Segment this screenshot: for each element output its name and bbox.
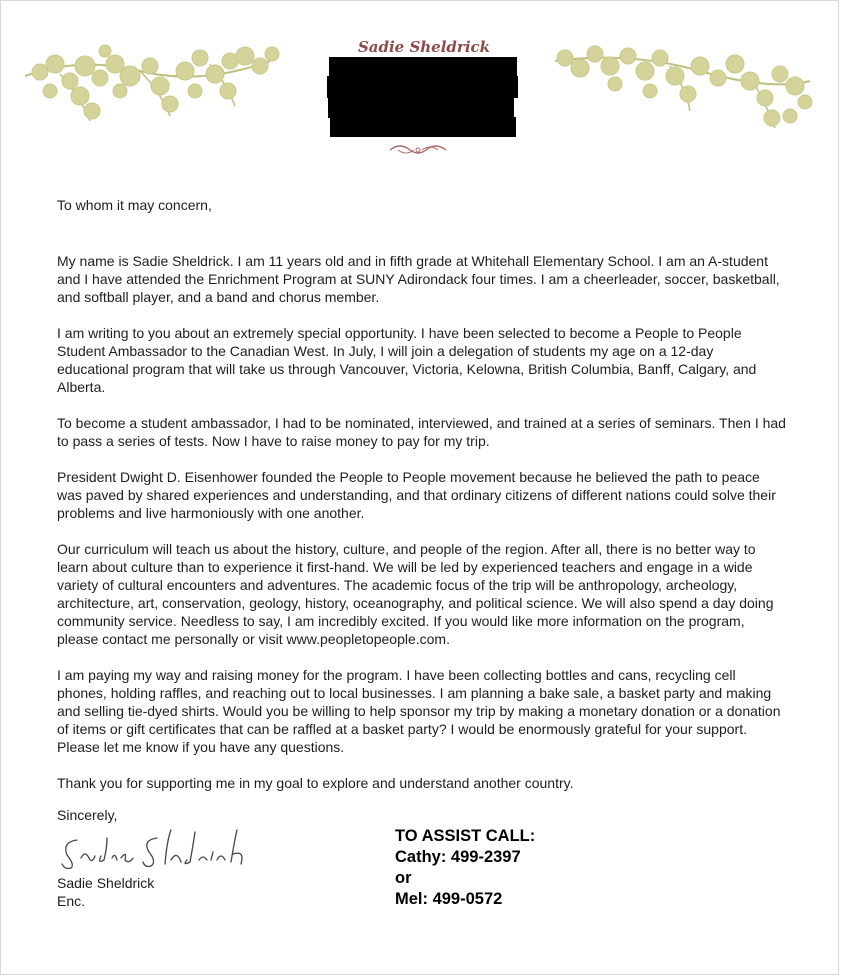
assist-separator: or	[395, 869, 412, 887]
redacted-address-line	[330, 117, 516, 137]
redacted-address-line	[327, 76, 518, 98]
redacted-address-line	[329, 57, 517, 78]
signature-name: Sadie Sheldrick	[57, 875, 155, 891]
handwritten-signature-icon	[57, 820, 277, 875]
paragraph-selection: To become a student ambassador, I had to be nominated, interviewed, and trained at a series of seminars. Then I had to pass a series of tests. Now I have to raise money to pay for my trip.	[57, 415, 786, 449]
paragraph-intro: My name is Sadie Sheldrick. I am 11 years old and in fifth grade at Whitehall Elementary School. I am an A-student and I have attended the Enrichment Program at SUNY Adirondack four times. I am a cheerleader, soccer, basketball, and softball player, and a band and chorus member.	[57, 253, 780, 305]
vine-decoration-left-icon	[20, 36, 285, 131]
closing: Sincerely,	[57, 807, 118, 823]
assist-heading: TO ASSIST CALL:	[395, 827, 536, 845]
paragraph-curriculum: Our curriculum will teach us about the history, culture, and people of the region. After all, there is no better way to learn about culture than to experience it first-hand. We will be led by experienced teachers and engage in a wide variety of cultural encounters and adventures. The academic focus of the trip will be anthropology, archeology, architecture, art, conservation, geology, history, oceanography, and political science. We will also spend a day doing community service. Needless to say, I am incredibly excited. If you would like more information on the program, please contact me personally or visit www.peopletopeople.com.	[57, 541, 774, 647]
assist-contact-cathy: Cathy: 499-2397	[395, 848, 521, 866]
enclosure-note: Enc.	[57, 893, 86, 909]
salutation: To whom it may concern,	[57, 197, 212, 213]
vine-decoration-right-icon	[550, 36, 815, 136]
paragraph-history: President Dwight D. Eisenhower founded the People to People movement because he believed the path to peace was paved by shared experiences and understanding, and that ordinary citizens of different nations could solve their problems and live harmoniously with one another.	[57, 469, 776, 521]
letter-body	[57, 196, 787, 810]
letterhead-name: Sadie Sheldrick	[357, 38, 491, 56]
paragraph-fundraising: I am paying my way and raising money for the program. I have been collecting bottles and cans, recycling cell phones, holding raffles, and reaching out to local businesses. I am planning a bake sale, a basket party and making and selling tie-dyed shirts. Would you be willing to help sponsor my trip by making a monetary donation or a donation of items or gift certificates that can be raffled at a basket party? I would be enormously grateful for your support. Please let me know if you have any questions.	[57, 667, 781, 755]
paragraph-opportunity: I am writing to you about an extremely special opportunity. I have been selected to become a People to People Student Ambassador to the Canadian West. In July, I will join a delegation of students my age on a 12-day educational program that will take us through Vancouver, Victoria, Kelowna, British Columbia, Banff, Calgary, and Alberta.	[57, 325, 757, 395]
paragraph-thanks: Thank you for supporting me in my goal to explore and understand another country.	[57, 775, 574, 791]
flourish-ornament-icon	[388, 140, 448, 160]
redacted-address-line	[328, 96, 514, 118]
assist-contact-mel: Mel: 499-0572	[395, 890, 503, 908]
assist-contact-block	[395, 826, 535, 910]
